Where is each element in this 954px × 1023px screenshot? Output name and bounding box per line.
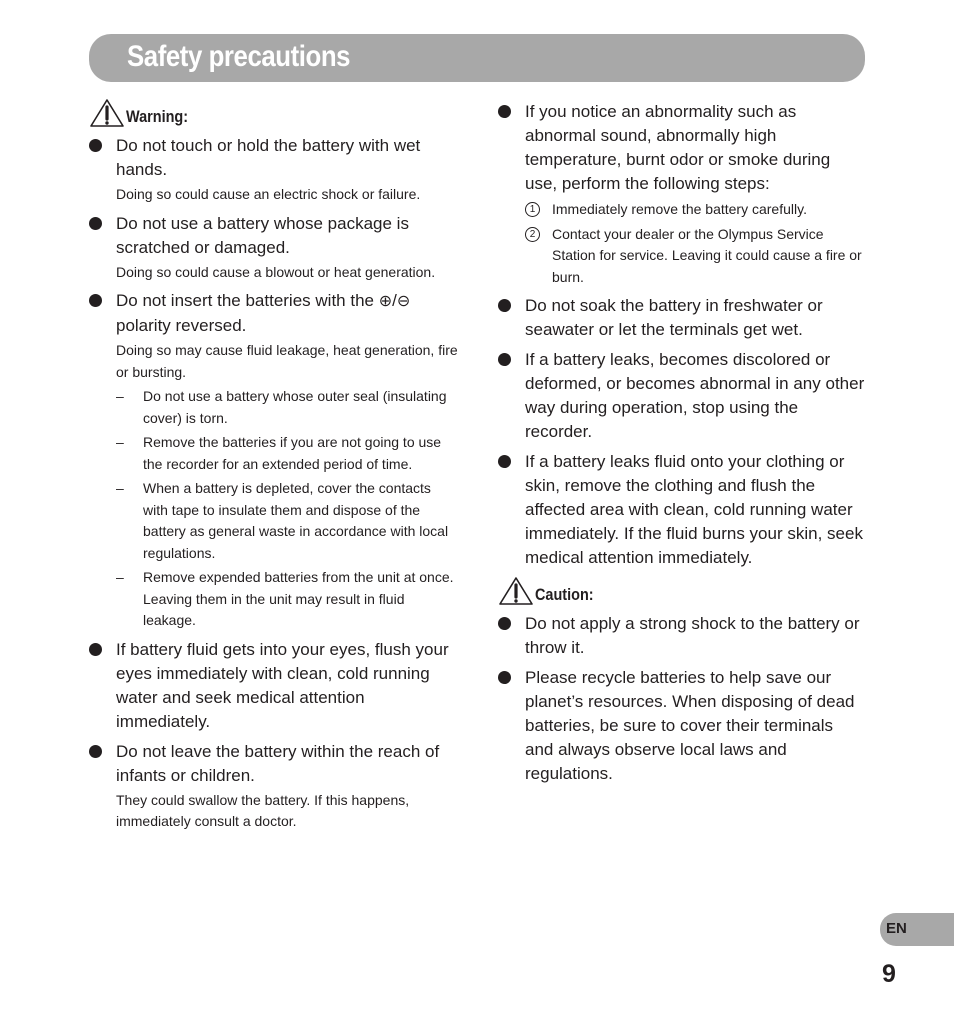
caution-heading [498,576,866,606]
slash-symbol: / [392,291,397,310]
title-bar [89,34,865,82]
sub-list-item [116,386,459,429]
dash-marker: – [116,480,124,496]
plus-symbol: ⊕ [378,293,393,310]
item-note: Doing so could cause an electric shock or failure. [116,186,421,202]
warning-heading [89,98,459,128]
list-item [498,348,866,444]
bullet-dot-icon [498,105,511,118]
sub-list-item [116,432,459,475]
list-item [89,134,459,206]
item-text: Please recycle batteries to help save our planet’s resources. When disposing of dead batteries, be sure to cover their terminals and always observe local laws and regulations. [525,668,855,783]
item-note: Doing so may cause fluid leakage, heat generation, fire or bursting. [116,342,458,380]
dash-marker: – [116,569,124,585]
bullet-dot-icon [89,643,102,656]
dash-marker: – [116,434,124,450]
list-item [89,212,459,284]
caution-label: Caution: [535,585,594,604]
sub-item-text: Remove expended batteries from the unit at once. Leaving them in the unit may result in fluid leakage. [143,569,454,628]
bullet-dot-icon [89,294,102,307]
bullet-dot-icon [498,671,511,684]
page-number: 9 [882,960,896,988]
left-column [89,98,459,839]
list-item [498,612,866,660]
page-title: Safety precautions [127,40,351,73]
sub-item-text: When a battery is depleted, cover the contacts with tape to insulate them and dispose of the battery as general waste in accordance with local regulations. [143,480,449,561]
item-text: Do not leave the battery within the reach of infants or children. [116,741,440,785]
language-code: EN [886,920,907,937]
bullet-dot-icon [498,617,511,630]
item-text: If a battery leaks fluid onto your clothing or skin, remove the clothing and flush the affected area with clean, cold running water immediately. If the fluid burns your skin, seek medical attention immediately. [525,452,863,567]
item-text-end: polarity reversed. [116,316,247,335]
sub-list-item [116,478,459,564]
list-item [498,100,866,288]
bullet-dot-icon [498,353,511,366]
item-text [116,289,459,338]
item-text: Do not apply a strong shock to the battery or throw it. [525,614,860,657]
step-number: 2 [525,227,540,242]
bullet-dot-icon [498,455,511,468]
dash-marker: – [116,388,124,404]
list-item [89,638,459,734]
warning-label: Warning: [126,107,189,126]
item-text: Do not use a battery whose package is scratched or damaged. [116,213,409,257]
sub-list-item [116,567,459,632]
step-text: Immediately remove the battery carefully. [552,201,807,217]
step-text: Contact your dealer or the Olympus Service Station for service. Leaving it could cause a fire or burn. [552,225,862,285]
step-number: 1 [525,202,540,217]
bullet-dot-icon [89,139,102,152]
minus-symbol: ⊖ [396,293,411,310]
item-text-start: Do not insert the batteries with the [116,291,379,310]
right-column [498,100,866,792]
item-text: If you notice an abnormality such as abnormal sound, abnormally high temperature, burnt odor or smoke during use, perform the following steps: [525,102,831,193]
item-text: Do not soak the battery in freshwater or seawater or let the terminals get wet. [525,296,823,339]
warning-triangle-icon [89,98,125,128]
item-note: Doing so could cause a blowout or heat generation. [116,263,436,280]
sub-item-text: Remove the batteries if you are not going to use the recorder for an extended period of time. [143,434,442,472]
item-text: If a battery leaks, becomes discolored or deformed, or becomes abnormal in any other way during operation, stop using the recorder. [525,350,865,441]
bullet-dot-icon [498,299,511,312]
item-text: If battery fluid gets into your eyes, flush your eyes immediately with clean, cold running water and seek medical attention immediately. [116,639,449,731]
list-item [89,289,459,632]
bullet-dot-icon [89,745,102,758]
item-note: They could swallow the battery. If this happens, immediately consult a doctor. [116,791,410,829]
list-item [89,740,459,833]
list-item [498,294,866,342]
step-item [525,199,866,221]
item-text: Do not touch or hold the battery with wet hands. [116,136,421,179]
step-item [525,224,866,289]
warning-triangle-icon [498,576,534,606]
sub-item-text: Do not use a battery whose outer seal (insulating cover) is torn. [143,388,447,426]
list-item [498,450,866,570]
bullet-dot-icon [89,217,102,230]
language-tab [880,913,954,946]
list-item [498,666,866,786]
